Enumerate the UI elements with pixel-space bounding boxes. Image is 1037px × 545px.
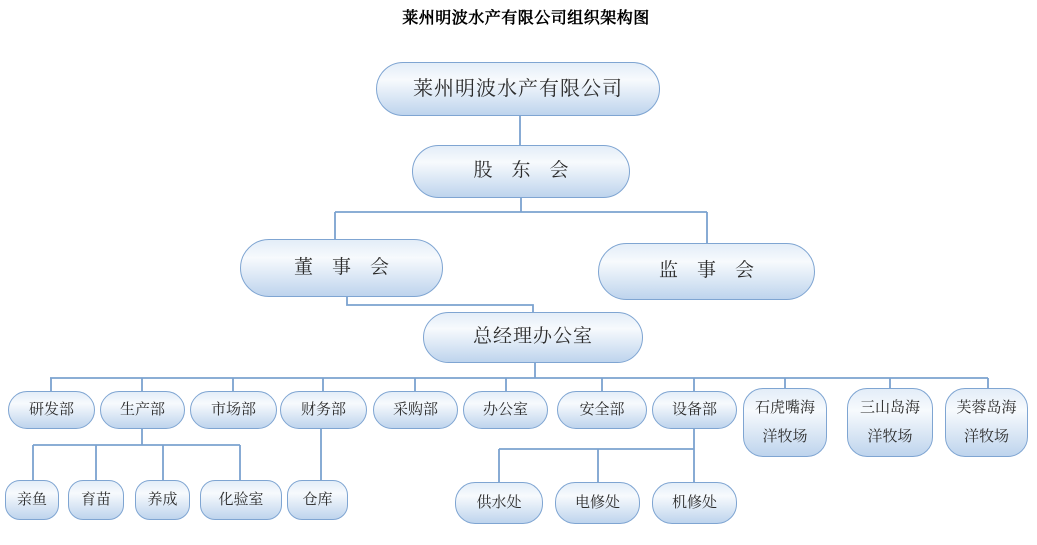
org-node-growout: 养成 [135, 480, 190, 520]
org-node-shareholders: 股 东 会 [412, 145, 630, 198]
org-node-safety: 安全部 [557, 391, 647, 429]
org-node-warehouse: 仓库 [287, 480, 348, 520]
org-node-production: 生产部 [100, 391, 185, 429]
org-node-finance: 财务部 [280, 391, 367, 429]
chart-title: 莱州明波水产有限公司组织架构图 [402, 10, 650, 27]
connector-production-children [33, 429, 240, 480]
org-node-office: 办公室 [463, 391, 548, 429]
org-node-board: 董 事 会 [240, 239, 443, 297]
org-node-supervisory: 监 事 会 [598, 243, 815, 300]
org-node-company: 莱州明波水产有限公司 [376, 62, 660, 116]
connector-gmoffice-bus [50, 363, 988, 378]
org-node-purchasing: 采购部 [373, 391, 458, 429]
org-node-rd: 研发部 [8, 391, 95, 429]
connector-equipment-children [499, 429, 694, 483]
org-node-electrical-repair: 电修处 [555, 482, 640, 524]
connector-shareholders-children [335, 198, 707, 243]
org-node-equipment: 设备部 [652, 391, 737, 429]
org-node-seedling: 育苗 [68, 480, 124, 520]
org-node-furongdao-ranch: 芙蓉岛海洋牧场 [945, 388, 1028, 457]
connector-department-drops [51, 378, 988, 391]
org-node-gm-office: 总经理办公室 [423, 312, 643, 363]
org-node-sanshandao-ranch: 三山岛海洋牧场 [847, 388, 933, 457]
org-node-broodstock: 亲鱼 [5, 480, 59, 520]
org-node-mechanical-repair: 机修处 [652, 482, 737, 524]
org-node-water-supply: 供水处 [455, 482, 543, 524]
org-node-marketing: 市场部 [190, 391, 277, 429]
org-node-lab: 化验室 [200, 480, 282, 520]
connector-board-gmoffice [347, 297, 533, 312]
org-node-shihuzui-ranch: 石虎嘴海洋牧场 [743, 388, 827, 457]
